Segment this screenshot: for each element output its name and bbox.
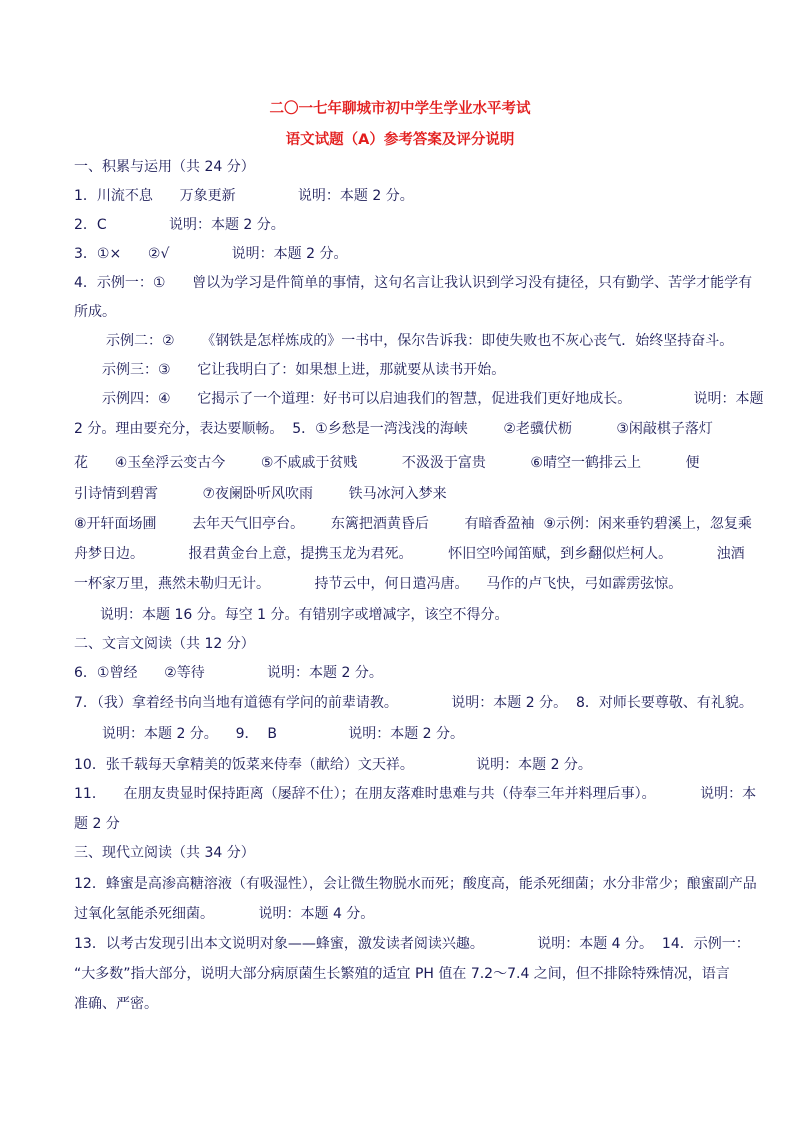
answer-line: 10．张千载每天拿精美的饭菜来侍奉（献给）文天祥。 说明：本题 2 分。 [74,757,592,773]
answer-line: 示例四：④ 它揭示了一个道理：好书可以启迪我们的智慧，促进我们更好地成长。 说明：本题 [102,391,764,407]
answer-line: 示例二：② 《钢铁是怎样炼成的》一书中，保尔告诉我：即使失败也不灰心丧气．始终坚持奋斗。 [106,333,734,349]
answer-line: 说明：本题 16 分。每空 1 分。有错别字或增减字，该空不得分。 [100,607,509,623]
section-heading-2: 二、文言文阅读（共 12 分） [74,636,255,652]
answer-line: 示例三：③ 它让我明白了：如果想上进，那就要从读书开始。 [102,362,506,378]
answer-line: 4．示例一：① 曾以为学习是件简单的事情，这句名言让我认识到学习没有捷径，只有勤学、苦学才能学有 [74,275,753,291]
answer-line: 1．川流不息 万象更新 说明：本题 2 分。 [74,188,414,204]
answer-line: 2．C 说明：本题 2 分。 [74,217,285,233]
answer-line: 12．蜂蜜是高渗高糖溶液（有吸湿性），会让微生物脱水而死；酸度高，能杀死细菌；水分非常少；酿蜜副产品 [74,876,757,892]
answer-line: 13．以考古发现引出本文说明对象——蜂蜜，激发读者阅读兴趣。 说明：本题 4 分。 14．示例一： [74,936,750,952]
answer-line: 7．（我）拿着经书向当地有道德有学问的前辈请教。 说明：本题 2 分。 8．对师长要尊敬、有礼貌。 [74,695,753,711]
answer-line: 过氧化氢能杀死细菌。 说明：本题 4 分。 [74,906,375,922]
answer-line: ⑧开轩面场圃 去年天气旧亭台。 东篱把酒黄昏后 有暗香盈袖 ⑨示例：闲来垂钓碧溪上，忽复乘 [74,516,752,532]
answer-line: 所成。 [74,304,116,320]
answer-line: 准确、严密。 [74,996,158,1012]
answer-line: 舟梦日边。 报君黄金台上意，提携玉龙为君死。 怀旧空吟闻笛赋，到乡翻似烂柯人。 浊酒 [74,546,745,562]
document-title: 二〇一七年聊城市初中学生学业水平考试 [269,101,531,117]
answer-line: 花 ④玉垒浮云变古今 ⑤不戚戚于贫贱 不汲汲于富贵 ⑥晴空一鹤排云上 便 [74,455,700,471]
answer-line: “大多数”指大部分，说明大部分病原菌生长繁殖的适宜 PH 值在 7.2～7.4 之间，但不排除特殊情况，语言 [74,966,730,982]
answer-line: 6．①曾经 ②等待 说明：本题 2 分。 [74,665,383,681]
answer-line: 引诗情到碧霄 ⑦夜阑卧听风吹雨 铁马冰河入梦来 [74,486,447,502]
answer-line: 说明：本题 2 分。 9． B 说明：本题 2 分。 [102,726,465,742]
answer-line: 一杯家万里，燕然未勒归无计。 持节云中，何日遣冯唐。 马作的卢飞快，弓如霹雳弦惊。 [74,576,683,592]
section-heading-3: 三、现代立阅读（共 34 分） [74,845,255,861]
answer-line: 3．①× ②√ 说明：本题 2 分。 [74,246,348,262]
document-subtitle: 语文试题（A）参考答案及评分说明 [285,132,515,148]
answer-line: 题 2 分 [74,816,120,832]
answer-line: 11． 在朋友贵显时保持距离（屡辞不仕）；在朋友落难时患难与共（侍奉三年并料理后事）。 说明：本 [74,786,757,802]
section-heading-1: 一、积累与运用（共 24 分） [74,159,255,175]
answer-line: 2 分。理由要充分，表达要顺畅。 5．①乡愁是一湾浅浅的海峡 ②老骥伏枥 ③闲敲棋子落灯 [74,421,713,437]
